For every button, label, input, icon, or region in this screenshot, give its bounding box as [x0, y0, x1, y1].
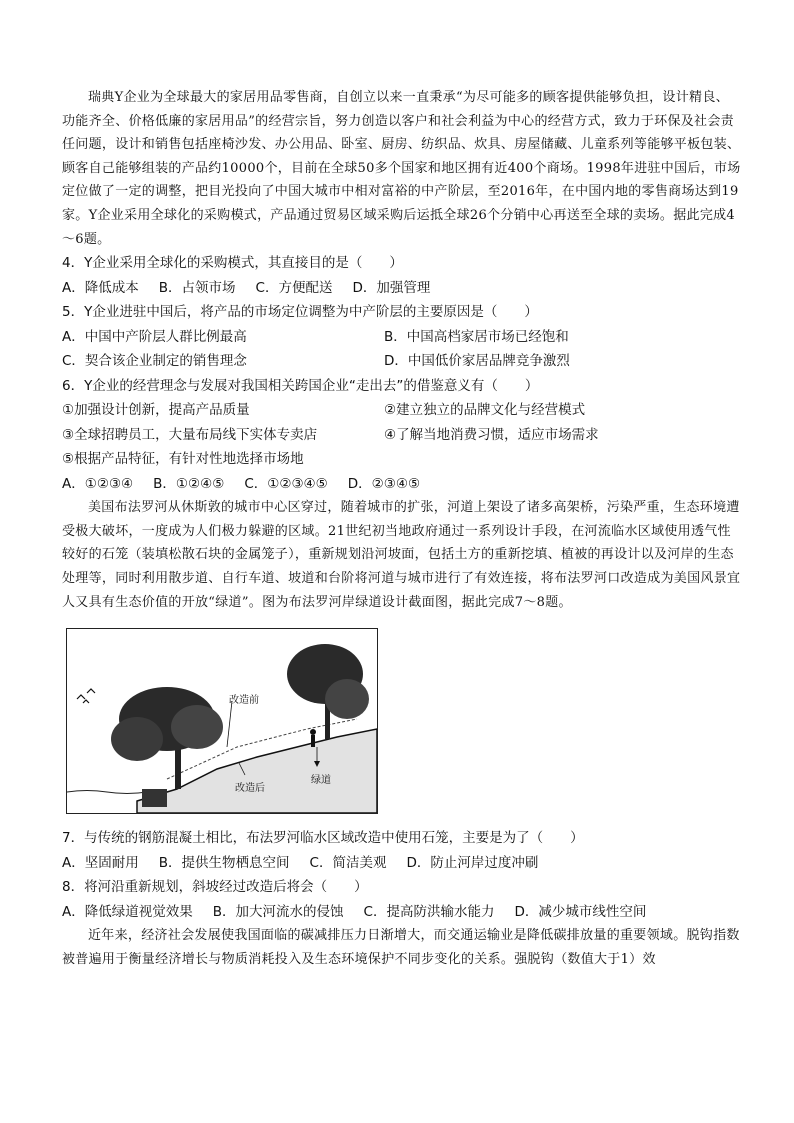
q5-option-a[interactable]: A．中国中产阶层人群比例最高 [62, 328, 247, 345]
question-6-stem: 6．Y企业的经营理念与发展对我国相关跨国企业“走出去”的借鉴意义有（ ） [62, 377, 539, 394]
question-6-options [62, 472, 742, 497]
q8-option-c[interactable]: C．提高防洪输水能力 [363, 903, 495, 920]
passage-buffalo-bayou: 美国布法罗河从休斯敦的城市中心区穿过，随着城市的扩张，河道上架设了诸多高架桥，污染严重，生态环境遭受极大破坏，一度成为人们极力躲避的区域。21世纪初当地政府通过一系列设计手段，在河流临水区域使用透气性较好的石笼（装填松散石块的金属笼子），重新规划沿河坡面，包括土方的重新挖填、植被的再设计以及河岸的生态处理等，同时利用散步道、自行车道、坡道和台阶将河道与城市进行了有效连接，将布法罗河口改造成为美国风景宜人又具有生态价值的开放“绿道”。图为布法罗河岸绿道设计截面图，据此完成7～8题。 [62, 500, 741, 610]
exam-page [62, 86, 742, 971]
q5-option-d[interactable]: D．中国低价家居品牌竞争激烈 [384, 353, 570, 370]
question-5-stem: 5．Y企业进驻中国后，将产品的市场定位调整为中产阶层的主要原因是（ ） [62, 304, 538, 321]
question-4-stem: 4．Y企业采用全球化的采购模式，其直接目的是（ ） [62, 255, 403, 272]
q4-option-c[interactable]: C．方便配送 [255, 279, 333, 296]
question-7-options [62, 851, 742, 876]
question-4-options [62, 276, 742, 301]
q7-option-b[interactable]: B．提供生物栖息空间 [158, 854, 290, 871]
passage-carbon-decoupling: 近年来，经济社会发展使我国面临的碳减排压力日渐增大，而交通运输业是降低碳排放量的重要领域。脱钩指数被普遍用于衡量经济增长与物质消耗投入及生态环境保护不同步变化的关系。强脱钩（数值大于1）效 [62, 928, 740, 967]
q6-item-5: ⑤根据产品特征，有针对性地选择市场地 [62, 451, 304, 468]
q4-option-d[interactable]: D．加强管理 [352, 279, 431, 296]
q8-option-a[interactable]: A．降低绿道视觉效果 [62, 903, 193, 920]
q6-item-1: ①加强设计创新，提高产品质量 [62, 402, 250, 419]
q4-option-a[interactable]: A．降低成本 [62, 279, 139, 296]
q6-item-2: ②建立独立的品牌文化与经营模式 [384, 402, 586, 419]
q6-option-c[interactable]: C．①②③④⑤ [244, 475, 328, 492]
q5-option-b[interactable]: B．中国高档家居市场已经饱和 [384, 328, 569, 345]
question-6-items-row3 [62, 447, 742, 472]
q5-option-c[interactable]: C．契合该企业制定的销售理念 [62, 353, 247, 370]
question-6-items-row2 [62, 423, 742, 448]
question-5-options-row1 [62, 325, 742, 350]
passage-ikea: 瑞典Y企业为全球最大的家居用品零售商，自创立以来一直秉承“为尽可能多的顾客提供能够负担，设计精良、功能齐全、价格低廉的家居用品”的经营宗旨，努力创造以客户和社会利益为中心的经营方式，致力于环保及社会责任问题，设计和销售包括座椅沙发、办公用品、卧室、厨房、纺织品、炊具、房屋储藏、儿童系列等能够平板包装、顾客自己能够组装的产品约10000个，目前在全球50多个国家和地区拥有近400个商场。1998年进驻中国后，市场定位做了一定的调整，把目光投向了中国大城市中相对富裕的中产阶层，至2016年，在中国内地的零售商场达到19家。Y企业采用全球化的采购模式，产品通过贸易区域采购后运抵全球26个分销中心再送至全球的卖场。据此完成4～6题。 [62, 90, 741, 247]
question-6-items-row1 [62, 398, 742, 423]
q7-option-c[interactable]: C．简洁美观 [309, 854, 387, 871]
label-before: 改造前 [229, 695, 259, 707]
label-greenway: 绿道 [311, 775, 331, 787]
q6-item-4: ④了解当地消费习惯，适应市场需求 [384, 426, 599, 443]
question-7-stem: 7．与传统的钢筋混凝土相比，布法罗河临水区域改造中使用石笼，主要是为了（ ） [62, 830, 584, 847]
q6-option-a[interactable]: A．①②③④ [62, 475, 134, 492]
q7-option-d[interactable]: D．防止河岸过度冲刷 [406, 854, 539, 871]
greenway-cross-section-figure [66, 628, 378, 814]
q6-item-3: ③全球招聘员工，大量布局线下实体专卖店 [62, 426, 318, 443]
label-after: 改造后 [235, 783, 265, 795]
q8-option-b[interactable]: B．加大河流水的侵蚀 [212, 903, 344, 920]
question-8-stem: 8．将河沿重新规划，斜坡经过改造后将会（ ） [62, 879, 368, 896]
q8-option-d[interactable]: D．减少城市线性空间 [514, 903, 647, 920]
q6-option-d[interactable]: D．②③④⑤ [347, 475, 421, 492]
question-8-options [62, 900, 742, 925]
q7-option-a[interactable]: A．坚固耐用 [62, 854, 139, 871]
q4-option-b[interactable]: B．占领市场 [158, 279, 236, 296]
question-5-options-row2 [62, 349, 742, 374]
q6-option-b[interactable]: B．①②④⑤ [153, 475, 225, 492]
